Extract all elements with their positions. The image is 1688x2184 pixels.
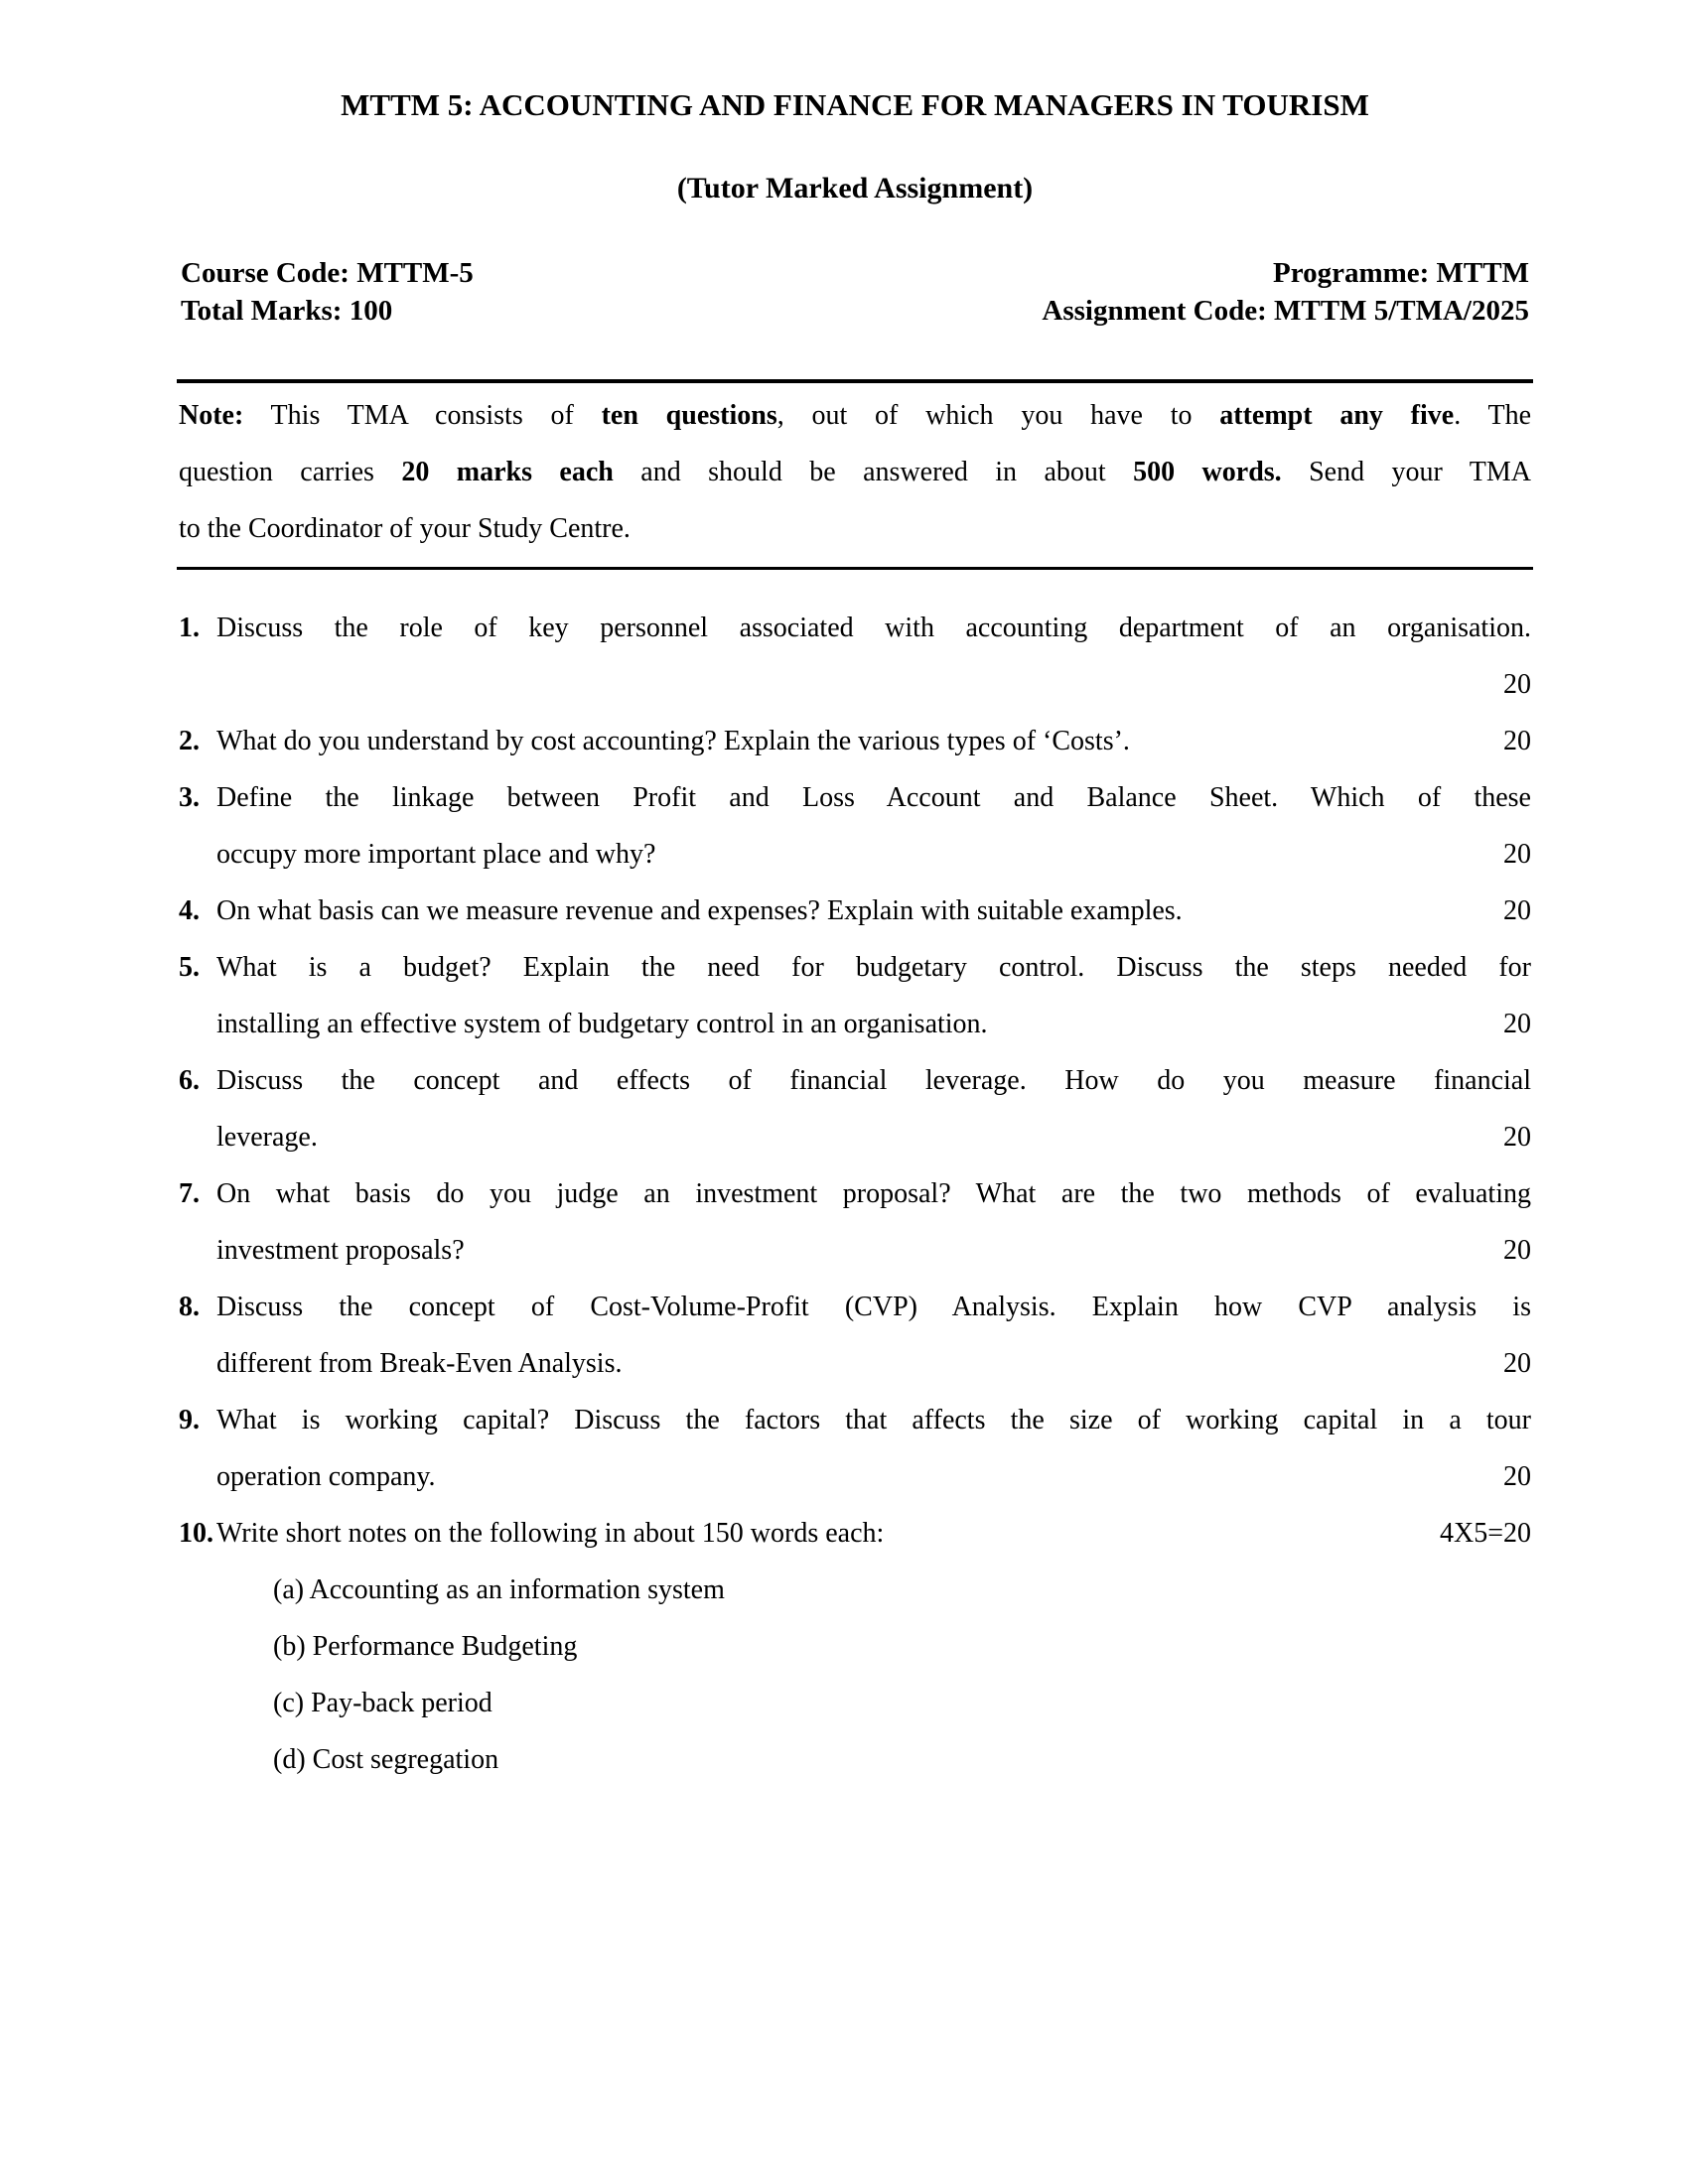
question-text [216, 1505, 1531, 1562]
question-text-line: Discuss the role of key personnel associated with accounting department of an organisation. [216, 613, 1531, 643]
question-item [179, 713, 1531, 769]
question-body [216, 1052, 1531, 1165]
question-item [179, 1392, 1531, 1505]
meta-left-column [181, 254, 474, 330]
question-text [216, 1165, 1531, 1279]
note-segment: Send your TMA [1281, 457, 1531, 487]
question-body [216, 600, 1531, 713]
question-item [179, 1165, 1531, 1279]
question-marks: 20 [1503, 1122, 1531, 1153]
question-number: 2. [179, 726, 200, 756]
document-subtitle: (Tutor Marked Assignment) [676, 172, 1034, 205]
question-item [179, 1279, 1531, 1392]
question-text-line: occupy more important place and why? [216, 839, 656, 870]
question-item [179, 769, 1531, 883]
note-segment: question carries [179, 457, 402, 487]
question-text [216, 713, 1531, 769]
note-line [179, 387, 1531, 444]
assignment-code: Assignment Code: MTTM 5/TMA/2025 [1042, 295, 1529, 327]
question-item [179, 883, 1531, 939]
question-marks: 20 [1503, 1348, 1531, 1379]
question-body [216, 1165, 1531, 1279]
note-bold-segment: attempt any five [1219, 400, 1455, 431]
question-number: 3. [179, 782, 200, 813]
course-code: Course Code: MTTM-5 [181, 257, 474, 289]
question-text [216, 883, 1531, 939]
question-text-line: What is a budget? Explain the need for budgetary control. Discuss the steps needed for [216, 952, 1531, 983]
question-text [216, 1392, 1531, 1505]
meta-right-column [1042, 254, 1529, 330]
note-segment: , out of which you have to [776, 400, 1220, 431]
note-bold-segment: 20 marks each [401, 457, 614, 487]
question-item [179, 1052, 1531, 1165]
question-text [216, 1052, 1531, 1165]
question-body [216, 1392, 1531, 1505]
question-subitem: (b) Performance Budgeting [273, 1631, 578, 1662]
note-text [177, 379, 1533, 570]
note-line [179, 444, 1531, 500]
question-text-line: What do you understand by cost accounting? Explain the various types of ‘Costs’. [216, 726, 1130, 756]
question-text-line: different from Break-Even Analysis. [216, 1348, 623, 1379]
question-marks: 20 [1503, 839, 1531, 870]
question-body [216, 713, 1531, 769]
question-item [179, 1505, 1531, 1788]
question-text-line: installing an effective system of budgetary control in an organisation. [216, 1009, 988, 1039]
question-text [216, 1279, 1531, 1392]
question-marks: 4X5=20 [1439, 1518, 1531, 1549]
question-text [216, 769, 1531, 883]
questions-list [177, 600, 1533, 1788]
question-text-line: operation company. [216, 1461, 436, 1492]
question-body [216, 769, 1531, 883]
question-marks: 20 [1503, 1461, 1531, 1492]
question-item [179, 939, 1531, 1052]
question-text-line: leverage. [216, 1122, 318, 1153]
question-number: 8. [179, 1292, 200, 1322]
question-text-line: On what basis do you judge an investment proposal? What are the two methods of evaluating [216, 1178, 1531, 1209]
question-number: 6. [179, 1065, 200, 1096]
note-segment: and should be answered in about [613, 457, 1134, 487]
question-number: 4. [179, 895, 200, 926]
question-text-line: What is working capital? Discuss the factors that affects the size of working capital in a tour [216, 1405, 1531, 1435]
question-marks: 20 [1503, 669, 1531, 700]
document-title: MTTM 5: ACCOUNTING AND FINANCE FOR MANAGERS IN TOURISM [341, 87, 1369, 122]
question-text-line: investment proposals? [216, 1235, 465, 1266]
note-segment: This TMA consists of [243, 400, 602, 431]
note-bold-segment: ten questions [601, 400, 777, 431]
note-line [179, 500, 1531, 557]
question-text [216, 939, 1531, 1052]
question-subitem: (a) Accounting as an information system [273, 1574, 725, 1605]
question-body [216, 883, 1531, 939]
total-marks: Total Marks: 100 [181, 295, 393, 327]
question-marks: 20 [1503, 895, 1531, 926]
question-subitem: (c) Pay-back period [273, 1688, 492, 1718]
note-segment: to the Coordinator of your Study Centre. [179, 513, 631, 544]
question-number: 9. [179, 1405, 200, 1435]
question-text-line: Write short notes on the following in about 150 words each: [216, 1518, 885, 1549]
note-bold-segment: Note: [179, 400, 244, 431]
question-body [216, 939, 1531, 1052]
question-item [179, 600, 1531, 713]
programme: Programme: MTTM [1273, 257, 1529, 289]
question-number: 1. [179, 613, 200, 643]
header-meta [177, 254, 1533, 330]
note-segment: . The [1454, 400, 1531, 431]
question-body [216, 1505, 1531, 1788]
question-marks: 20 [1503, 726, 1531, 756]
question-marks: 20 [1503, 1235, 1531, 1266]
question-text-line: Define the linkage between Profit and Loss Account and Balance Sheet. Which of these [216, 782, 1531, 813]
question-body [216, 1279, 1531, 1392]
note-bold-segment: 500 words. [1133, 457, 1282, 487]
question-number: 5. [179, 952, 200, 983]
question-number: 10. [179, 1518, 213, 1549]
question-text-line: Discuss the concept and effects of financial leverage. How do you measure financial [216, 1065, 1531, 1096]
question-number: 7. [179, 1178, 200, 1209]
question-text [216, 600, 1531, 713]
document-page [177, 0, 1533, 1788]
question-text-line: Discuss the concept of Cost-Volume-Profit (CVP) Analysis. Explain how CVP analysis is [216, 1292, 1531, 1322]
question-text-line: On what basis can we measure revenue and expenses? Explain with suitable examples. [216, 895, 1183, 926]
question-subitem: (d) Cost segregation [273, 1744, 499, 1775]
question-marks: 20 [1503, 1009, 1531, 1039]
